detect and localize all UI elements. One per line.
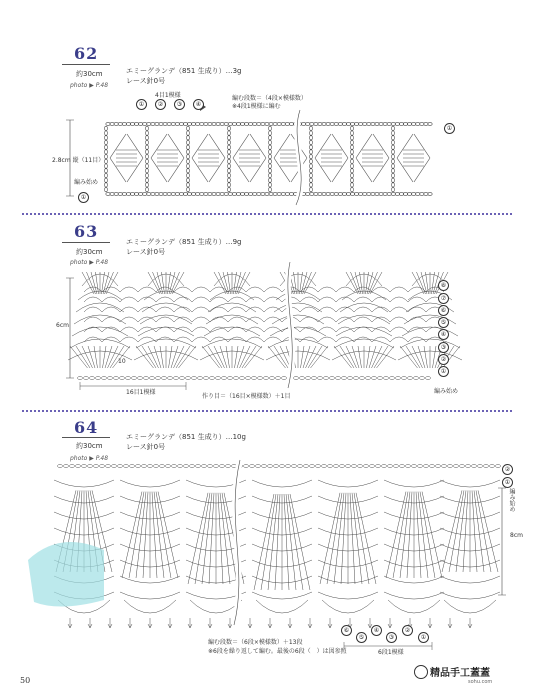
pattern-64-row-right-1: ①: [502, 477, 513, 488]
pattern-62-stitch-note-2: ※4段1模様に編む: [232, 103, 281, 110]
pattern-64-row-bottom-1: ①: [418, 632, 429, 643]
pattern-62-yarn: エミーグランデ（851 生成り）…3g: [126, 67, 242, 75]
pattern-63-row-8: ⑧: [438, 280, 449, 291]
pattern-64-repeat-label: 6段1模様: [378, 649, 404, 656]
pattern-62-row-2: ②: [155, 99, 166, 110]
pattern-62-length: 約30cm: [76, 70, 103, 78]
pattern-62-stitch-note: 編む段数＝（4段×模様数）: [232, 95, 307, 102]
pattern-64-start-label: 編み始め: [508, 488, 515, 512]
pattern-64-bottom-note-2: ※6段を繰り返して編む。最後の6段（ ）は図参照: [208, 648, 347, 655]
pattern-64-height-bracket: [498, 488, 506, 595]
pattern-63-row-3: ③: [438, 342, 449, 353]
pattern-63-hook: レース針0号: [126, 248, 166, 256]
pattern-64-row-bottom-2: ②: [402, 625, 413, 636]
separator-2: [22, 410, 512, 412]
pattern-62-photo-ref: photo ▶ P.48: [70, 82, 109, 89]
pattern-64-number: 64: [74, 418, 99, 437]
pattern-64-row-bottom-4: ④: [371, 625, 382, 636]
watermark-text: 精品手工蓋蓋: [430, 668, 490, 679]
pattern-63-inner-number: 10: [118, 358, 126, 365]
pattern-63-height-label: 6cm: [56, 322, 69, 329]
pattern-64-length: 約30cm: [76, 442, 103, 450]
pattern-62-underline: [62, 64, 110, 65]
pattern-64-bottom-note-1: 編む段数＝（6段×模様数）＋13段: [208, 639, 303, 646]
pattern-63-row-1: ①: [438, 366, 449, 377]
watermark-subtext: sohu.com: [468, 679, 493, 685]
pattern-64-chart: [54, 465, 500, 629]
pattern-62-end-row: ①: [444, 123, 455, 134]
pattern-63-row-7: ⑦: [438, 293, 449, 304]
pattern-62-row-3: ③: [174, 99, 185, 110]
pattern-63-photo-ref: photo ▶ P.48: [70, 259, 109, 266]
pattern-64-yarn: エミーグランデ（851 生成り）…10g: [126, 433, 246, 441]
pattern-64-row-bottom-3: ③: [386, 632, 397, 643]
pattern-63-row-2: ②: [438, 354, 449, 365]
pattern-63-underline: [62, 242, 110, 243]
pattern-64-highlight-area: [28, 542, 104, 607]
pattern-62-start-label: 編み始め: [74, 179, 99, 186]
pattern-64-photo-ref: photo ▶ P.48: [70, 455, 109, 462]
pattern-62-repeat-note: 4目1模様: [155, 92, 181, 99]
pattern-63-start-label: 編み始め: [434, 388, 459, 395]
pattern-62-height-label: 2.8cm 縦（11目）: [52, 157, 105, 164]
pattern-63-row-5: ⑤: [438, 317, 449, 328]
pattern-62-chart: [105, 123, 433, 196]
pattern-64-row-bottom-5: ⑤: [356, 632, 367, 643]
page-number: 50: [20, 676, 31, 685]
pattern-62-number: 62: [74, 44, 99, 63]
pattern-63-chart: [68, 272, 462, 380]
watermark-logo-icon: [414, 665, 428, 679]
pattern-64-hook: レース針0号: [126, 443, 166, 451]
pattern-62-hook: レース針0号: [126, 77, 166, 85]
pattern-62-row-4: ④: [193, 99, 204, 110]
pattern-63-length: 約30cm: [76, 248, 103, 256]
pattern-63-row-4: ④: [438, 329, 449, 340]
pattern-63-repeat-label: 16目1模様: [126, 389, 156, 396]
pattern-63-yarn: エミーグランデ（851 生成り）…9g: [126, 238, 242, 246]
pattern-64-row-bottom-6: ⑥: [341, 625, 352, 636]
separator-1: [22, 213, 512, 215]
pattern-62-start-row: ①: [78, 192, 89, 203]
pattern-64-underline: [62, 437, 110, 438]
pattern-64-row-right-2: ②: [502, 464, 513, 475]
pattern-63-row-6: ⑥: [438, 305, 449, 316]
pattern-63-number: 63: [74, 222, 99, 241]
pattern-62-row-1: ①: [136, 99, 147, 110]
pattern-63-foundation-label: 作り目＝（16目×模様数）＋1目: [202, 393, 291, 400]
pattern-64-height-label: 8cm: [510, 532, 523, 539]
